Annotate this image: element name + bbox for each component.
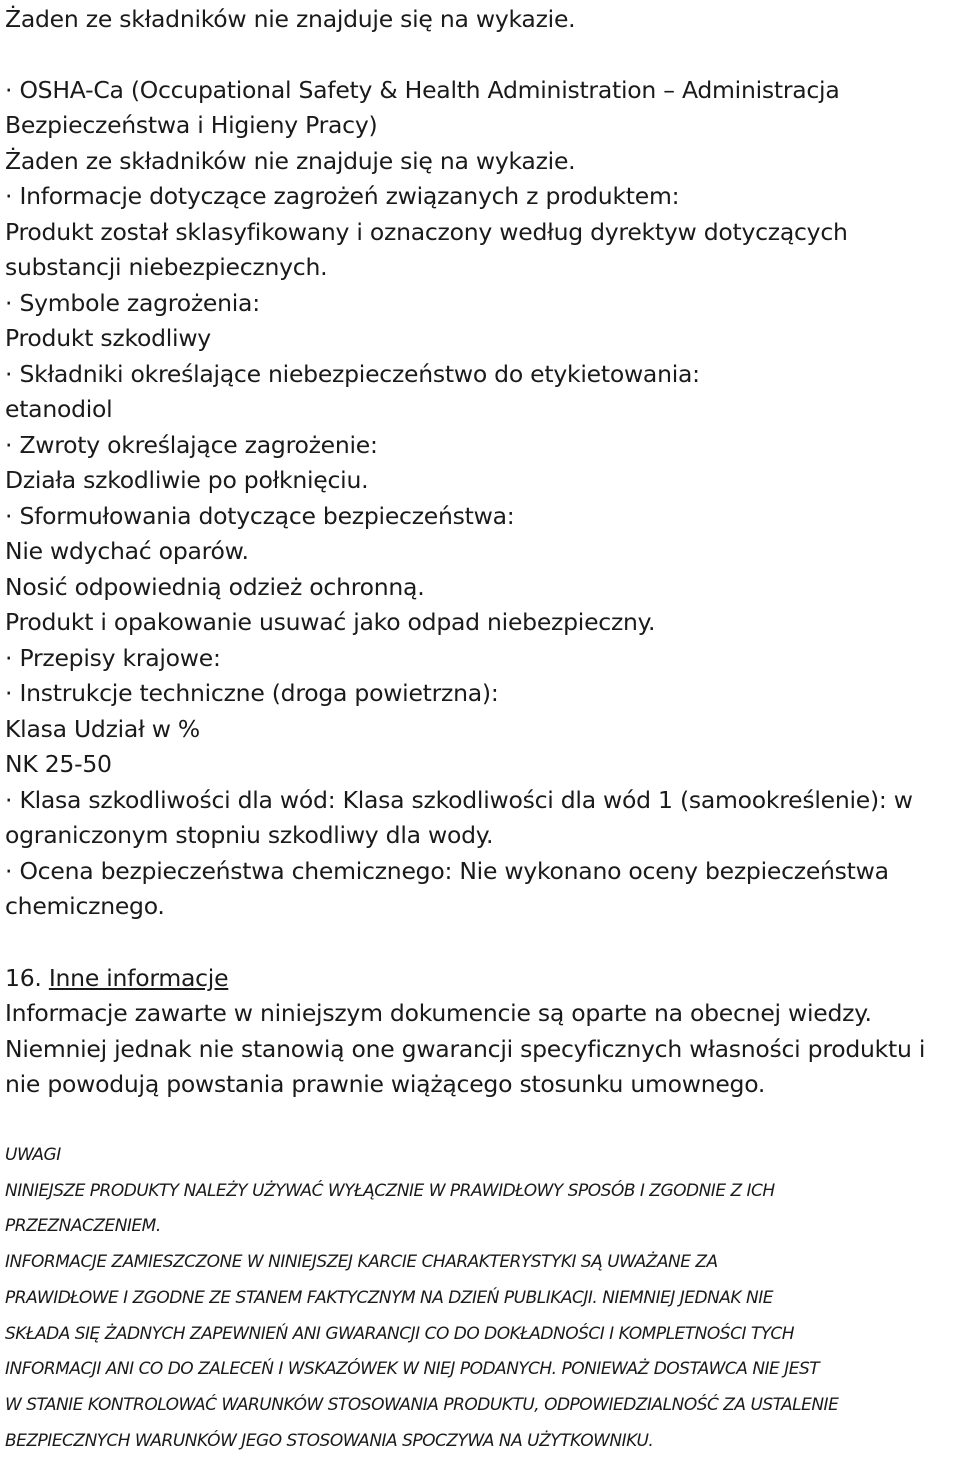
notes-line: BEZPIECZNYCH WARUNKÓW JEGO STOSOWANIA SPOCZYWA NA UŻYTKOWNIKU. <box>5 1430 654 1451</box>
document-body <box>5 0 957 1103</box>
text-line: Nie wdychać oparów. <box>5 537 249 565</box>
text-line: · OSHA-Ca (Occupational Safety & Health Administration – Administracja <box>5 75 840 104</box>
text-line: Klasa Udział w % <box>5 714 201 743</box>
text-line: · Zwroty określające zagrożenie: <box>5 430 378 459</box>
text-line: · Symbole zagrożenia: <box>5 288 260 317</box>
notes-block <box>5 1138 955 1459</box>
notes-line: SKŁADA SIĘ ŻADNYCH ZAPEWNIEŃ ANI GWARANCJI CO DO DOKŁADNOŚCI I KOMPLETNOŚCI TYCH <box>5 1323 794 1344</box>
text-line: Żaden ze składników nie znajduje się na wykazie. <box>5 5 576 33</box>
section-title: Inne informacje <box>48 963 229 992</box>
text-line: · Informacje dotyczące zagrożeń związanych z produktem: <box>5 182 680 210</box>
notes-line: INFORMACJE ZAMIESZCZONE W NINIEJSZEJ KARCIE CHARAKTERYSTYKI SĄ UWAŻANE ZA <box>5 1252 718 1273</box>
text-line: Produkt szkodliwy <box>5 324 211 352</box>
section-heading <box>5 961 957 997</box>
text-line: Informacje zawarte w niniejszym dokumencie są oparte na obecnej wiedzy. <box>5 999 872 1027</box>
notes-line: INFORMACJI ANI CO DO ZALECEŃ I WSKAZÓWEK W NIEJ PODANYCH. PONIEWAŻ DOSTAWCA NIE JEST <box>5 1359 820 1380</box>
text-line: chemicznego. <box>5 892 165 920</box>
text-line: Niemniej jednak nie stanowią one gwarancji specyficznych własności produktu i <box>5 1034 926 1063</box>
text-line: Żaden ze składników nie znajduje się na wykazie. <box>5 146 576 175</box>
text-line: Nosić odpowiednią odzież ochronną. <box>5 572 425 601</box>
text-line: ograniczonym stopniu szkodliwy dla wody. <box>5 821 494 849</box>
notes-line: W STANIE KONTROLOWAĆ WARUNKÓW STOSOWANIA PRODUKTU, ODPOWIEDZIALNOŚĆ ZA USTALENIE <box>5 1394 839 1415</box>
text-line: · Ocena bezpieczeństwa chemicznego: Nie wykonano oceny bezpieczeństwa <box>5 856 889 885</box>
notes-heading: UWAGI <box>5 1145 61 1165</box>
text-line: nie powodują powstania prawnie wiążącego stosunku umownego. <box>5 1070 766 1098</box>
text-line: etanodiol <box>5 395 113 423</box>
text-line: · Sformułowania dotyczące bezpieczeństwa: <box>5 501 515 530</box>
text-line: · Składniki określające niebezpieczeństwo do etykietowania: <box>5 359 700 388</box>
notes-line: PRAWIDŁOWE I ZGODNE ZE STANEM FAKTYCZNYM NA DZIEŃ PUBLIKACJI. NIEMNIEJ JEDNAK NIE <box>5 1287 773 1308</box>
text-line: · Instrukcje techniczne (droga powietrzna): <box>5 679 499 707</box>
notes-line: PRZEZNACZENIEM. <box>5 1216 161 1237</box>
text-line: Bezpieczeństwa i Higieny Pracy) <box>5 111 378 139</box>
text-line: Produkt i opakowanie usuwać jako odpad niebezpieczny. <box>5 608 656 636</box>
section-number: 16. <box>5 963 42 992</box>
text-line: · Klasa szkodliwości dla wód: Klasa szkodliwości dla wód 1 (samookreślenie): w <box>5 785 913 814</box>
notes-line: NINIEJSZE PRODUKTY NALEŻY UŻYWAĆ WYŁĄCZNIE W PRAWIDŁOWY SPOSÓB I ZGODNIE Z ICH <box>5 1180 775 1201</box>
text-line: · Przepisy krajowe: <box>5 643 221 672</box>
text-line: NK 25-50 <box>5 750 112 778</box>
text-line: Produkt został sklasyfikowany i oznaczony według dyrektyw dotyczących <box>5 217 848 246</box>
text-line: Działa szkodliwie po połknięciu. <box>5 466 369 494</box>
text-line: substancji niebezpiecznych. <box>5 253 328 281</box>
